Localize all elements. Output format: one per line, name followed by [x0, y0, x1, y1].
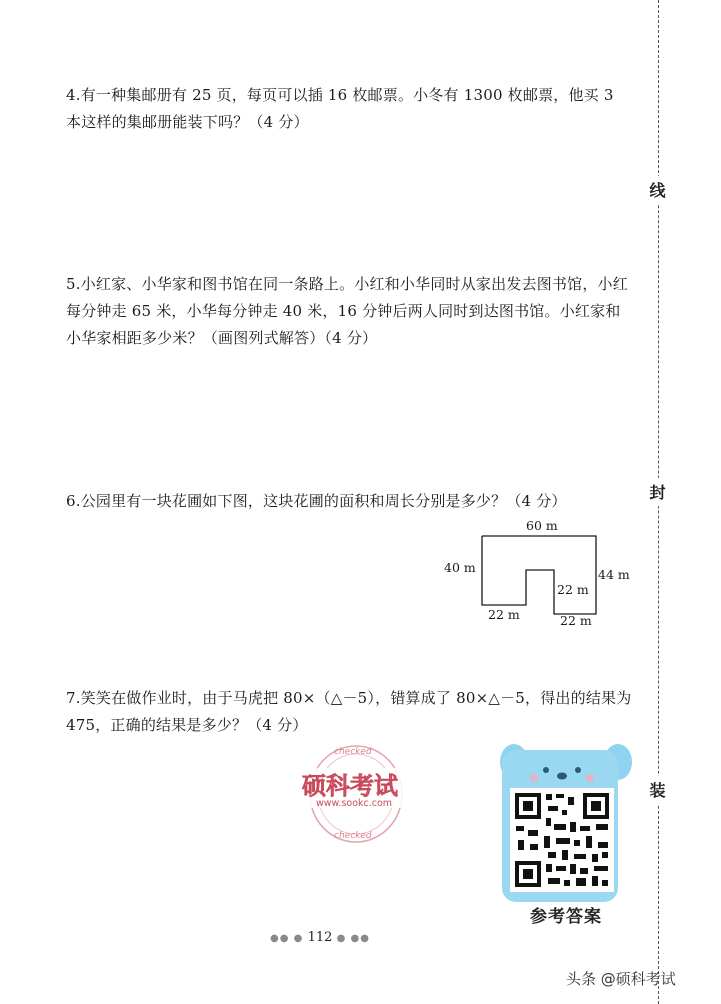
page-dots-left-icon: ●● ●	[270, 933, 308, 944]
answer-caption: 参考答案	[530, 907, 602, 927]
label-bottom-right: 22 m	[560, 613, 592, 628]
stamp-ring-top: checked	[334, 747, 372, 757]
page-number	[0, 930, 640, 945]
label-right: 44 m	[598, 567, 630, 582]
question-4: 4.有一种集邮册有 25 页，每页可以插 16 枚邮票。小冬有 1300 枚邮票，他买 3 本这样的集邮册能装下吗？（4 分）	[66, 86, 614, 131]
toutiao-watermark: 头条 @硕科考试	[566, 970, 676, 988]
stamp-url: www.sookc.com	[316, 798, 393, 809]
sookc-stamp	[296, 742, 426, 846]
label-notch: 22 m	[557, 582, 589, 597]
label-left: 40 m	[444, 560, 476, 575]
question-7: 7.笑笑在做作业时，由于马虎把 80×（△－5），错算成了 80×△－5，得出的结果为 475，正确的结果是多少？（4 分）	[66, 689, 632, 734]
page-number-value: 112	[307, 930, 333, 945]
flower-bed-figure	[440, 510, 640, 635]
label-bottom-left: 22 m	[488, 607, 520, 622]
stamp-ring-bottom: checked	[334, 831, 372, 841]
binding-label-line: 线	[642, 176, 670, 204]
page-dots-right-icon: ● ●●	[332, 933, 370, 944]
question-5: 5.小红家、小华家和图书馆在同一条路上。小红和小华同时从家出发去图书馆，小红每分钟走 65 米，小华每分钟走 40 米，16 分钟后两人同时到达图书馆。小红家和小华家相距多少米？（画图列式解答）（4 分）	[66, 275, 628, 347]
binding-label-bind: 装	[642, 776, 670, 804]
question-6: 6.公园里有一块花圃如下图，这块花圃的面积和周长分别是多少？（4 分）	[66, 492, 567, 510]
binding-label-seal: 封	[642, 478, 670, 506]
stamp-brand: 硕科考试	[302, 772, 398, 800]
flower-bed-outline	[482, 536, 596, 614]
label-top: 60 m	[526, 518, 558, 533]
